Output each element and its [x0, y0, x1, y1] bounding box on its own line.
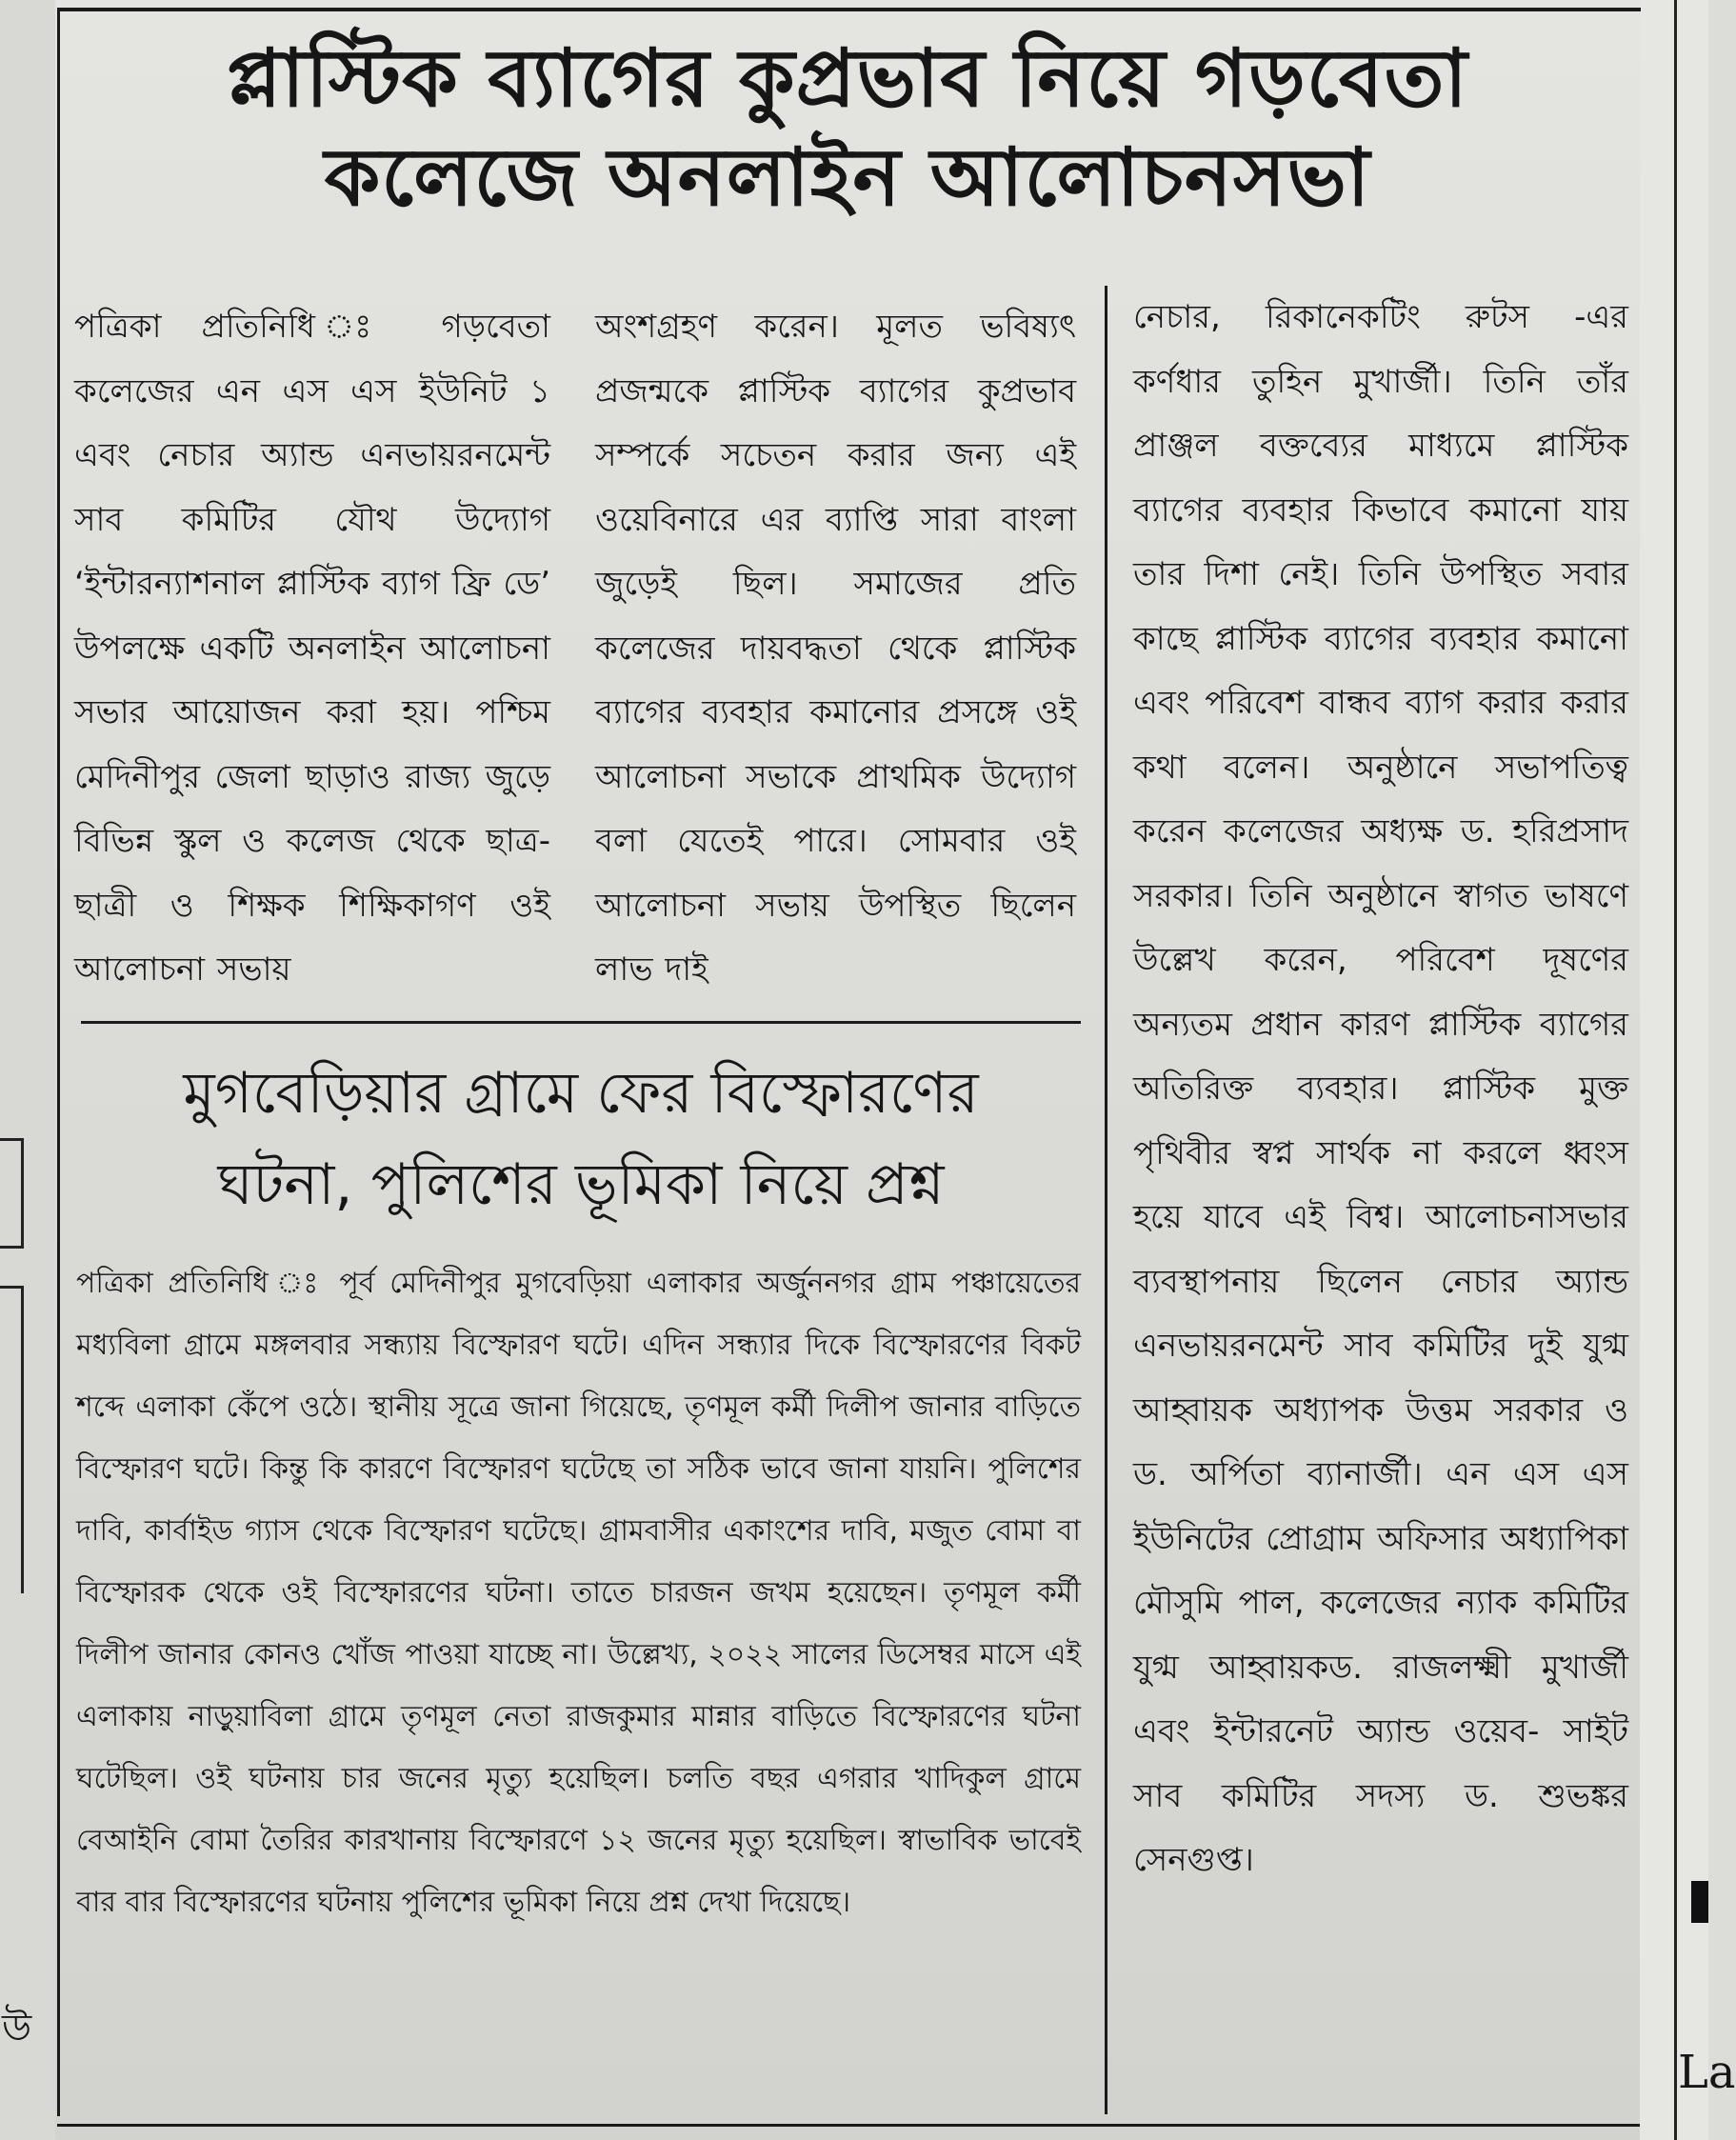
left-box-border — [0, 1138, 24, 1249]
article1-column-1: পত্রিকা প্রতিনিধি ঃ গড়বেতা কলেজের এন এস এস ইউনিট ১ এবং নেচার অ্যান্ড এনভায়রনমেন্ট সাব কমিটির যৌথ উদ্যোগ ‘ইন্টারন্যাশনাল প্লাস্টিক ব্যাগ ফ্রি ডে’ উপলক্ষে একটি অনলাইন আলোচনা সভার আয়োজন করা হয়। পশ্চিম মেদিনীপুর জেলা ছাড়াও রাজ্য জুড়ে বিভিন্ন স্কুল ও কলেজ থেকে ছাত্র-ছাত্রী ও শিক্ষক শিক্ষিকাগণ ওই আলোচনা সভায় — [74, 308, 550, 989]
left-edge-text: উ — [2, 2007, 32, 2050]
article2-headline — [76, 1048, 1086, 1230]
article1-headline-line2: কলেজে অনলাইন আলোচনসভা — [324, 130, 1371, 224]
article1-column-2: অংশগ্রহণ করেন। মূলত ভবিষ্যৎ প্রজন্মকে প্লাস্টিক ব্যাগের কুপ্রভাব সম্পর্কে সচেতন করার জন্য এই ওয়েবিনারে এর ব্যাপ্তি সারা বাংলা জুড়েই ছিল। সমাজের প্রতি কলেজের দায়বদ্ধতা থেকে প্লাস্টিক ব্যাগের ব্যবহার কমানোর প্রসঙ্গে ওই আলোচনা সভাকে প্রাথমিক উদ্যোগ বলা যেতেই পারে। সোমবার ওই আলোচনা সভায় উপস্থিত ছিলেন লাভ দাই — [595, 308, 1076, 989]
article2-headline-line2: ঘটনা, পুলিশের ভূমিকা নিয়ে প্রশ্ন — [217, 1151, 945, 1218]
article2-headline-line1: মুগবেড়িয়ার গ্রামে ফের বিস্ফোরণের — [183, 1060, 979, 1127]
left-adjacent-column — [0, 0, 55, 2140]
article1-headline-line1: প্লাস্টিক ব্যাগের কুপ্রভাব নিয়ে গড়বেতা — [227, 31, 1468, 125]
article2-body: পত্রিকা প্রতিনিধি ঃ পূর্ব মেদিনীপুর মুগবেড়িয়া এলাকার অর্জুননগর গ্রাম পঞ্চায়েতের মধ্যবিলা গ্রামে মঙ্গলবার সন্ধ্যায় বিস্ফোরণ ঘটে। এদিন সন্ধ্যার দিকে বিস্ফোরণের বিকট শব্দে এলাকা কেঁপে ওঠে। স্থানীয় সূত্রে জানা গিয়েছে, তৃণমূল কর্মী দিলীপ জানার বাড়িতে বিস্ফোরণ ঘটে। কিন্তু কি কারণে বিস্ফোরণ ঘটেছে তা সঠিক ভাবে জানা যায়নি। পুলিশের দাবি, কার্বাইড গ্যাস থেকে বিস্ফোরণ ঘটেছে। গ্রামবাসীর একাংশের দাবি, মজুত বোমা বা বিস্ফোরক থেকে ওই বিস্ফোরণের ঘটনা। তাতে চারজন জখম হয়েছেন। তৃণমূল কর্মী দিলীপ জানার কোনও খোঁজ পাওয়া যাচ্ছে না। উল্লেখ্য, ২০২২ সালের ডিসেম্বর মাসে এই এলাকায় নাড়ুয়াবিলা গ্রামে তৃণমূল নেতা রাজকুমার মান্নার বাড়িতে বিস্ফোরণের ঘটনা ঘটেছিল। ওই ঘটনায় চার জনের মৃত্যু হয়েছিল। চলতি বছর এগরার খাদিকুল গ্রামে বেআইনি বোমা তৈরির কারখানায় বিস্ফোরণে ১২ জনের মৃত্যু হয়েছিল। স্বাভাবিক ভাবেই বার বার বিস্ফোরণের ঘটনায় পুলিশের ভূমিকা নিয়ে প্রশ্ন দেখা দিয়েছে। — [76, 1267, 1081, 1919]
article1-headline — [67, 29, 1628, 227]
left-box-border — [0, 1286, 24, 1593]
article-divider — [81, 1021, 1081, 1024]
column-divider — [1105, 286, 1107, 2114]
right-adjacent-column — [1640, 0, 1736, 2140]
bottom-rule — [57, 2124, 1640, 2127]
article1-column-3: নেচার, রিকানেকটিং রুটস -এর কর্ণধার তুহিন মুখার্জী। তিনি তাঁর প্রাঞ্জল বক্তব্যের মাধ্যমে প্লাস্টিক ব্যাগের ব্যবহার কিভাবে কমানো যায় তার দিশা নেই। তিনি উপস্থিত সবার কাছে প্লাস্টিক ব্যাগের ব্যবহার কমানো এবং পরিবেশ বান্ধব ব্যাগ করার করার কথা বলেন। অনুষ্ঠানে সভাপতিত্ব করেন কলেজের অধ্যক্ষ ড. হরিপ্রসাদ সরকার। তিনি অনুষ্ঠানে স্বাগত ভাষণে উল্লেখ করেন, পরিবেশ দূষণের অন্যতম প্রধান কারণ প্লাস্টিক ব্যাগের অতিরিক্ত ব্যবহার। প্লাস্টিক মুক্ত পৃথিবীর স্বপ্ন সার্থক না করলে ধ্বংস হয়ে যাবে এই বিশ্ব। আলোচনাসভার ব্যবস্থাপনায় ছিলেন নেচার অ্যান্ড এনভায়রনমেন্ট সাব কমিটির দুই যুগ্ম আহ্বায়ক অধ্যাপক উত্তম সরকার ও ড. অর্পিতা ব্যানার্জী। এন এস এস ইউনিটের প্রোগ্রাম অফিসার অধ্যাপিকা মৌসুমি পাল, কলেজের ন্যাক কমিটির যুগ্ম আহ্বায়কড. রাজলক্ষ্মী মুখার্জী এবং ইন্টারনেট অ্যান্ড ওয়েব- সাইট সাব কমিটির সদস্য ড. শুভঙ্কর সেনগুপ্ত। — [1133, 298, 1628, 1879]
right-edge-block — [1691, 1881, 1708, 1923]
right-edge-text: La — [1678, 2046, 1736, 2099]
right-column-rule — [1674, 0, 1677, 2140]
